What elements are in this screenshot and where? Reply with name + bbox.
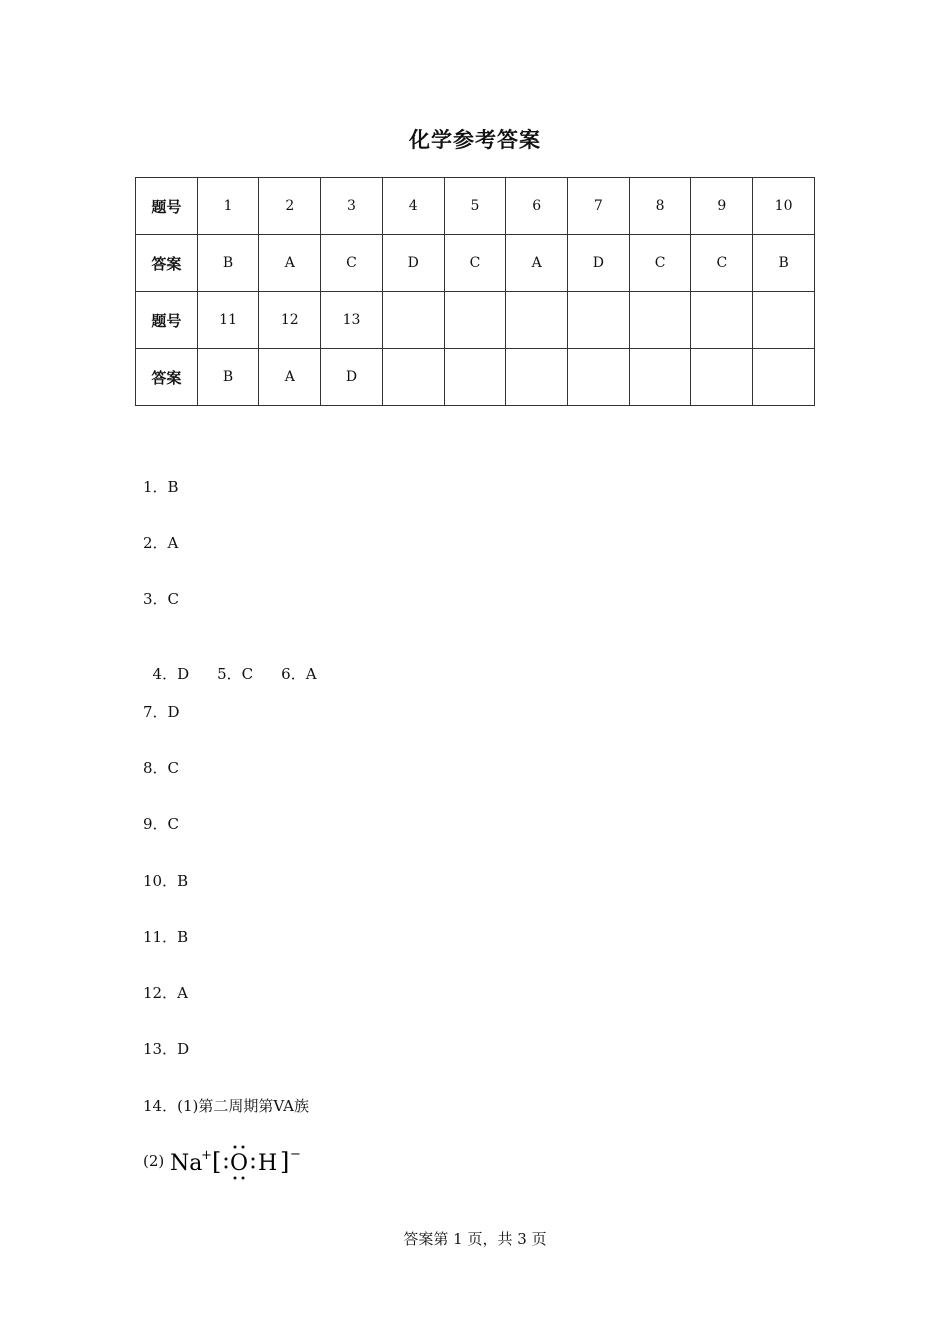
open-bracket: [ [212,1148,222,1176]
table-cell: 4 [382,178,444,235]
table-cell: 13 [321,292,383,349]
electron-dot [252,1166,255,1169]
electron-dot [242,1177,245,1180]
page-title: 化学参考答案 [409,128,541,152]
table-cell: A [506,235,568,292]
cation-symbol: Na [170,1151,203,1176]
table-cell: 7 [568,178,630,235]
answer-1: 1．B [143,478,179,496]
table-cell [382,349,444,406]
answer-7: 7．D [143,703,180,721]
table-cell [506,292,568,349]
table-cell: 8 [629,178,691,235]
answer-13: 13．D [143,1040,190,1058]
answer-12: 12．A [143,984,188,1002]
answer-3: 3．C [143,590,180,608]
electron-dot [225,1166,228,1169]
sub-question-label: (2) [143,1152,165,1170]
table-cell [753,292,815,349]
table-cell: B [197,235,259,292]
electron-dot [252,1158,255,1161]
answer-11: 11．B [143,928,189,946]
row-header-cell: 题号 [136,292,198,349]
oxygen-atom: O [230,1151,249,1176]
table-row [136,349,815,406]
answer-6: 6．A [281,665,317,683]
answer-4: 4．D [152,665,190,683]
table-cell: 2 [259,178,321,235]
table-cell [444,292,506,349]
table-cell [691,292,753,349]
electron-dot [225,1158,228,1161]
electron-dot [242,1146,245,1149]
answer-table [135,177,815,406]
table-cell: D [321,349,383,406]
row-header-cell: 答案 [136,235,198,292]
table-cell: 11 [197,292,259,349]
page-footer: 答案第 1 页，共 3 页 [403,1230,547,1248]
table-cell: B [197,349,259,406]
table-row [136,292,815,349]
table-cell: 3 [321,178,383,235]
table-cell [753,349,815,406]
answer-9: 9．C [143,815,180,833]
table-cell [506,349,568,406]
table-cell: C [629,235,691,292]
table-cell [568,292,630,349]
table-cell: 6 [506,178,568,235]
answer-5: 5．C [217,665,254,683]
table-cell [629,292,691,349]
table-cell: C [321,235,383,292]
answer-2: 2．A [143,534,179,552]
table-row [136,235,815,292]
close-bracket: ] [280,1148,290,1176]
table-cell: 12 [259,292,321,349]
cation-charge: + [201,1148,213,1163]
table-cell [691,349,753,406]
answer-10: 10．B [143,872,189,890]
table-cell: 1 [197,178,259,235]
table-cell: D [568,235,630,292]
table-cell: 5 [444,178,506,235]
electron-dot [234,1177,237,1180]
table-cell: 10 [753,178,815,235]
answer-14: 14．(1)第二周期第VA族 [143,1097,309,1115]
table-cell [568,349,630,406]
row-header-cell: 答案 [136,349,198,406]
table-cell: D [382,235,444,292]
electron-dot [234,1146,237,1149]
table-cell: C [691,235,753,292]
table-cell: A [259,349,321,406]
row-header-cell: 题号 [136,178,198,235]
electron-formula-line [143,1140,318,1182]
table-cell [629,349,691,406]
table-row [136,178,815,235]
answer-4-6-line [143,645,317,684]
table-cell: 9 [691,178,753,235]
table-cell: C [444,235,506,292]
table-cell [382,292,444,349]
table-cell [444,349,506,406]
anion-charge: − [290,1147,302,1162]
table-cell: A [259,235,321,292]
naoh-electron-formula [168,1140,318,1182]
hydrogen-atom: H [258,1151,278,1176]
table-cell: B [753,235,815,292]
answer-8: 8．C [143,759,180,777]
